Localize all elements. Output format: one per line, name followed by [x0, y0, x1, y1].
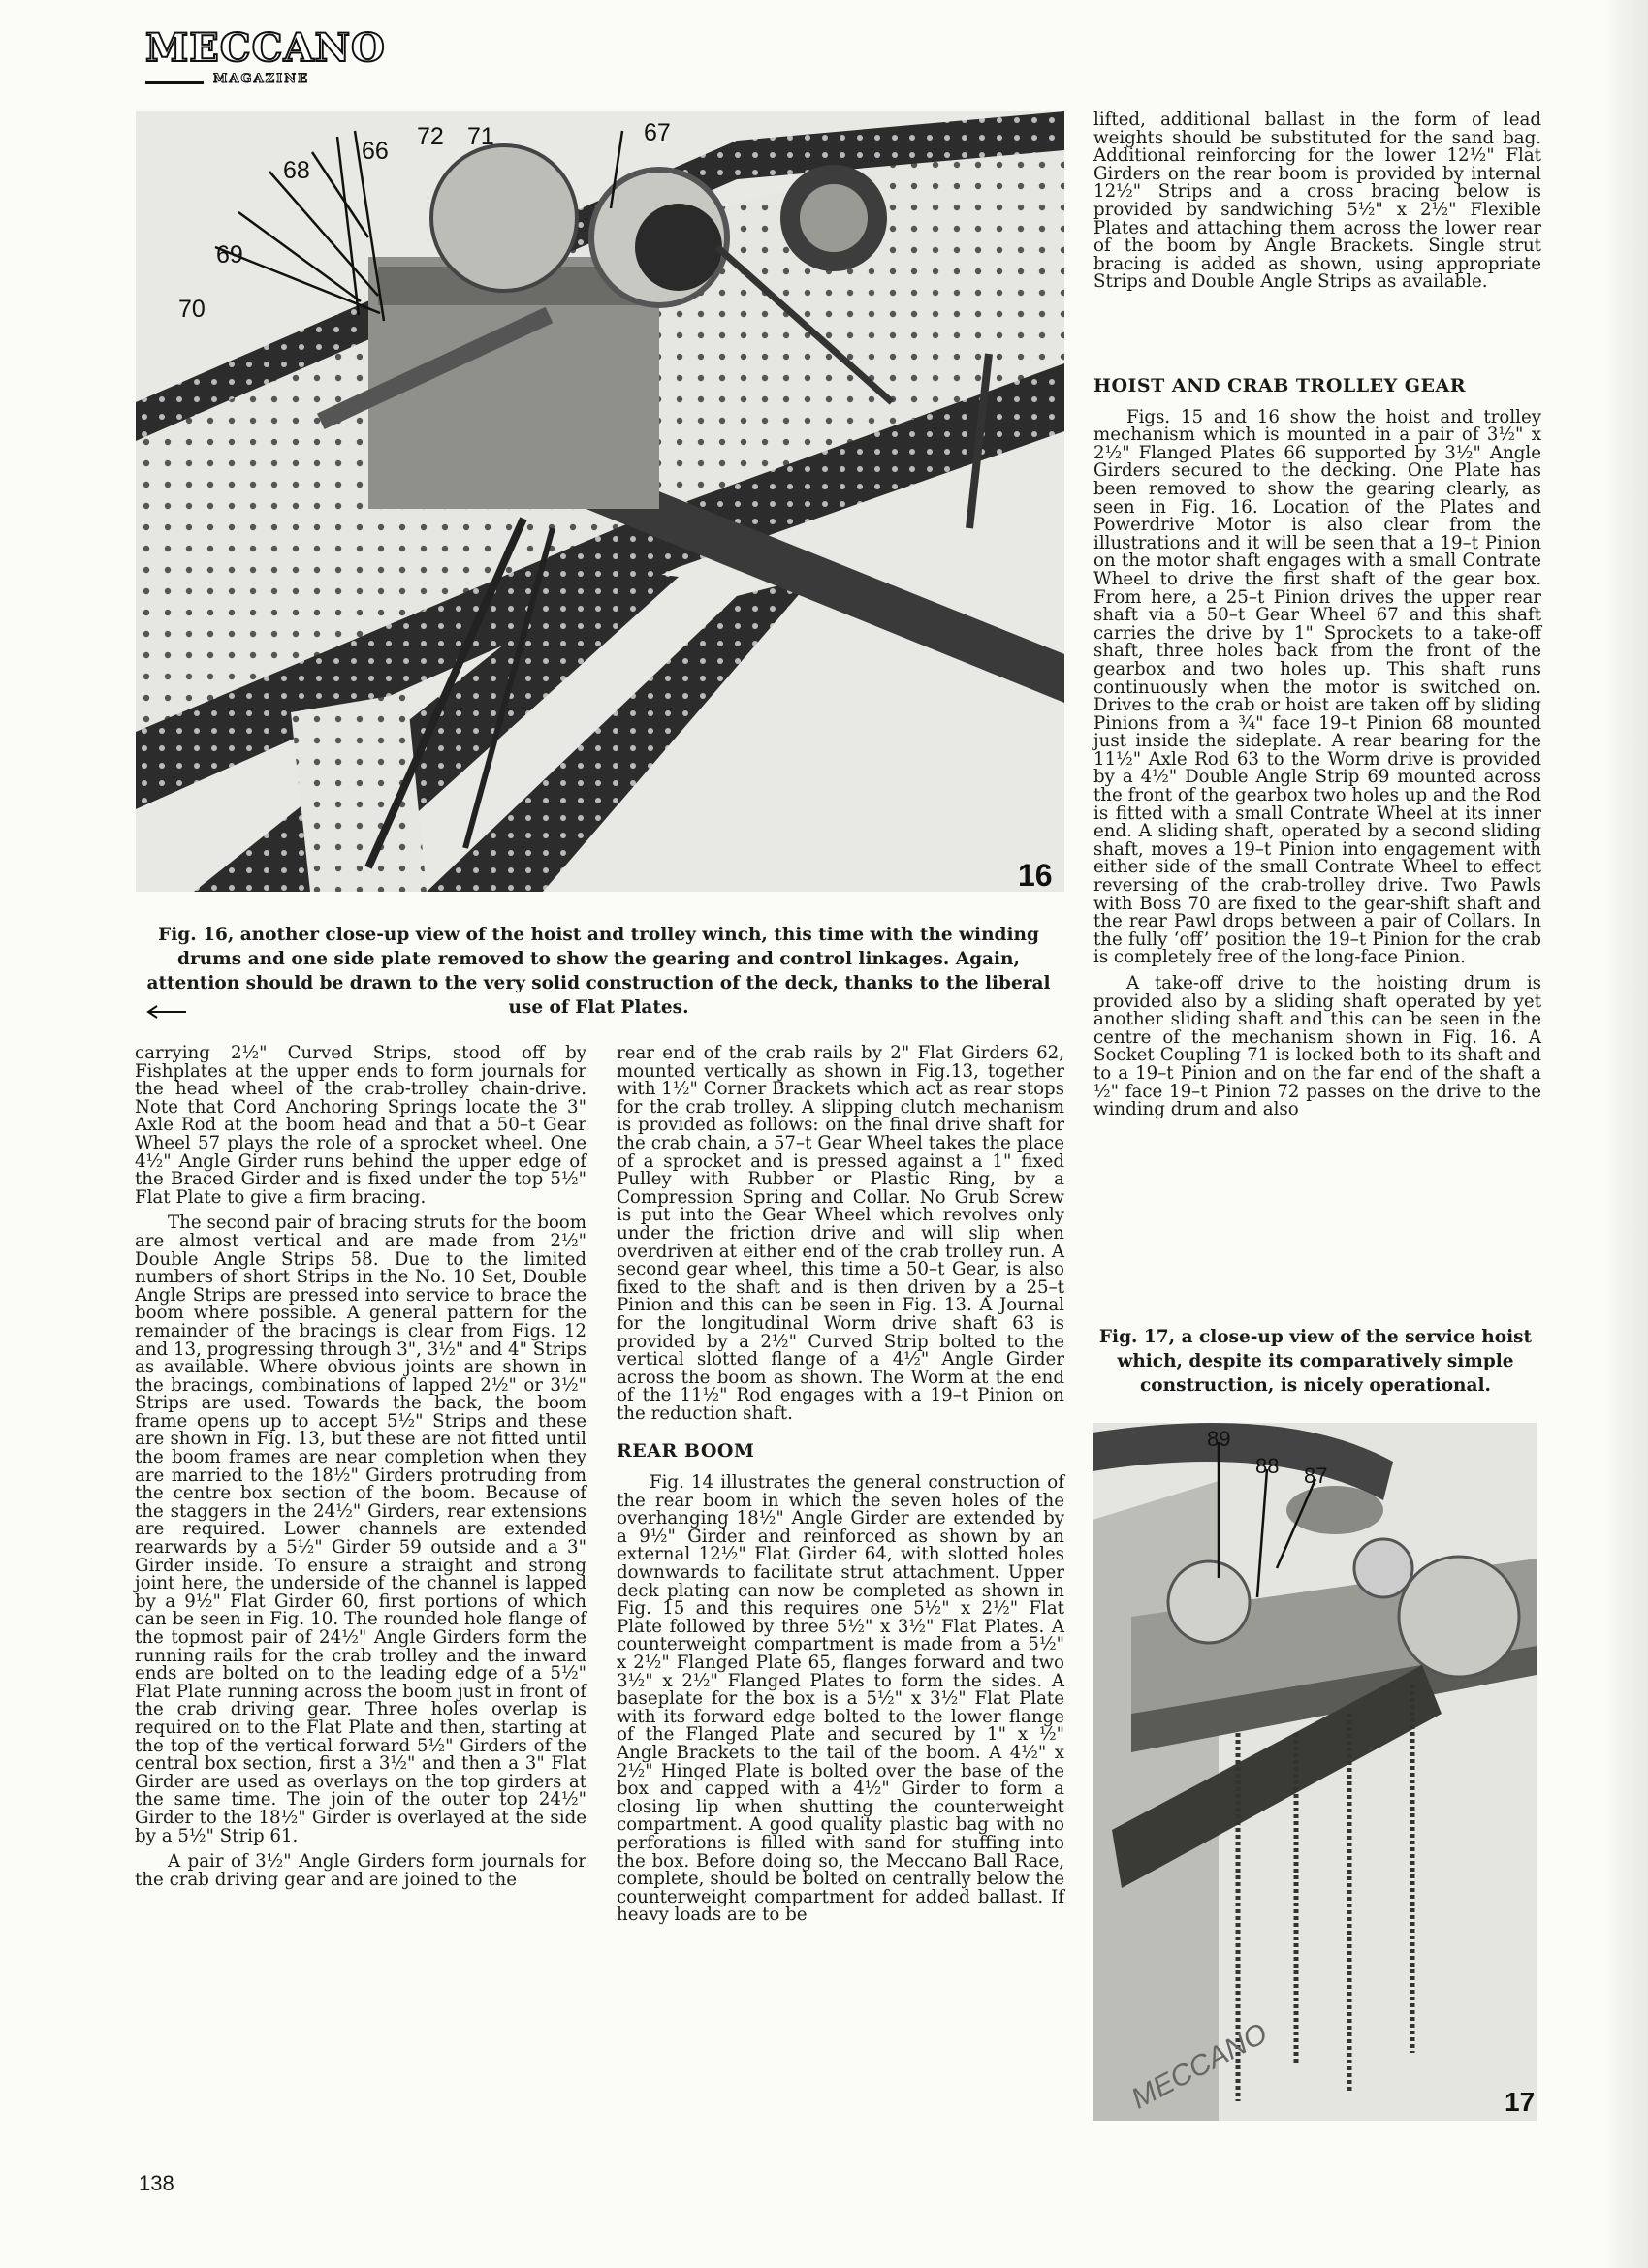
col2-paragraph-1: rear end of the crab rails by 2" Flat Girders 62, mounted vertically as shown in Fig.13, together with 1½" Corner Brackets which act as rear stops for the crab trolley. A slipping clutch mechanism is provided as follows: on the final drive shaft for the crab chain, a 57–t Gear Wheel takes the place of a sprocket and is pressed against a 1" fixed Pulley with Rubber or Plastic Ring, by a Compression Spring and Collar. No Grub Screw is put into the Gear Wheel which revolves only under the friction drive and will slip when overdriven at either end of the crab trolley run. A second gear wheel, this time a 50–t Gear, is also fixed to the shaft and is then driven by a 25–t Pinion and this can be seen in Fig. 13. A Journal for the longitudinal Worm drive shaft 63 is provided by a 2½" Curved Strip bolted to the vertical slotted flange of a 4½" Angle Girder across the boom as shown. The Worm at the end of the 11½" Rod engages with a 19–t Pinion on the reduction shaft. [617, 1043, 1064, 1424]
binding-edge [1604, 0, 1648, 2268]
callout-88: 88 [1255, 1454, 1280, 1478]
hoist-heading: HOIST AND CRAB TROLLEY GEAR [1093, 375, 1466, 396]
figure-17-photo [1093, 1423, 1537, 2121]
col3-paragraph-top: lifted, additional ballast in the form of lead weights should be substituted for the sand bag. Additional reinforcing for the lower 12½" Flat Girders on the rear boom is provided by internal 12½" Strips and a cross bracing below is provided by sandwiching 5½" x 2½" Flexible Plates and attaching them across the lower rear of the boom by Angle Brackets. Single strut bracing is added as shown, using appropriate Strips and Double Angle Strips as available. [1093, 110, 1541, 293]
column-3-top [1093, 111, 1541, 292]
callout-87: 87 [1304, 1464, 1328, 1488]
masthead-logo [145, 25, 386, 89]
figure-16-photo [136, 111, 1064, 892]
callout-72: 72 [417, 123, 444, 150]
masthead-subtitle: MAGAZINE [213, 72, 310, 86]
page-number: 138 [139, 2171, 174, 2195]
figure-16-caption: Fig. 16, another close-up view of the hoist and trolley winch, this time with the winding drums and one side plate removed to show the gearing and control linkages. Again, attention should be drawn to the very solid construction of the deck, thanks to the liberal use of Flat Plates. [146, 925, 1051, 1018]
callout-67: 67 [644, 119, 671, 146]
column-2 [617, 1045, 1064, 1925]
figure-17-number: 17 [1505, 2087, 1536, 2117]
callout-89: 89 [1207, 1427, 1231, 1451]
callout-68: 68 [283, 157, 310, 184]
col1-paragraph-3: A pair of 3½" Angle Girders form journals for the crab driving gear and are joined to the [135, 1851, 586, 1890]
figure-16-number: 16 [1018, 858, 1053, 892]
col1-paragraph-1: carrying 2½" Curved Strips, stood off by Fishplates at the upper ends to form journals for the head wheel of the crab-trolley chain-drive. Note that Cord Anchoring Springs locate the 3" Axle Rod at the boom head and that a 50–t Gear Wheel 57 plays the role of a sprocket wheel. One 4½" Angle Girder runs behind the upper edge of the Braced Girder and is fixed under the top 5½" Flat Plate to give a firm bracing. [135, 1043, 586, 1208]
rear-boom-heading: REAR BOOM [617, 1440, 755, 1463]
figure-16-illustration [136, 111, 1064, 892]
continuation-arrow-icon [145, 1005, 186, 1019]
col3-paragraph-2: A take-off drive to the hoisting drum is provided also by a sliding shaft operated by yet another sliding shaft and this can be seen in the centre of the mechanism shown in Fig. 16. A Socket Coupling 71 is locked both to its shaft and to a 19–t Pinion and on the far end of the shaft a ½" face 19–t Pinion 72 passes on the drive to the winding drum and also [1093, 973, 1541, 1120]
col1-paragraph-2: The second pair of bracing struts for the boom are almost vertical and are made from 2½" Double Angle Strips 58. Due to the limited numbers of short Strips in the No. 10 Set, Double Angle Strips are pressed into service to brace the boom where possible. A general pattern for the remainder of the bracings is clear from Figs. 12 and 13, progressing through 3", 3½" and 4" Strips as available. Where obvious joints are shown in the bracings, combinations of lapped 2½" or 3½" Strips are used. Towards the back, the boom frame opens up to accept 5½" Strips and these are shown in Fig. 13, but these are not fitted until the boom frames are near completion when they are married to the 18½" Girders protruding from the centre box section of the boom. Because of the staggers in the 24½" Girders, rear extensions are required. Lower channels are extended rearwards by a 5½" Girder 59 outside and a 3" Girder inside. To ensure a straight and strong joint here, the underside of the channel is lapped by a 9½" Flat Girder 60, first portions of which can be seen in Fig. 10. The rounded hole flange of the topmost pair of 24½" Angle Girders form the running rails for the crab trolley and the inward ends are bolted on to the leading edge of a 5½" Flat Plate running across the boom just in front of the crab driving gear. Three holes overlap is required on to the Flat Plate and then, starting at the top of the vertical forward 5½" Girders of the central box section, first a 3½" and then a 3" Flat Girder are used as overlays on the top girders at the same time. The join of the outer top 24½" Girder to the 18½" Girder is overlayed at the side by a 5½" Strip 61. [135, 1213, 587, 1846]
col3-paragraph-1: Figs. 15 and 16 show the hoist and trolley mechanism which is mounted in a pair of 3½" x 2½" Flanged Plates 66 supported by 3½" Angle Girders secured to the decking. One Plate has been removed to show the gearing clearly, as seen in Fig. 16. Location of the Plates and Powerdrive Motor is also clear from the illustrations and it will be seen that a 19–t Pinion on the motor shaft engages with a small Contrate Wheel to drive the first shaft of the gear box. From here, a 25–t Pinion drives the upper rear shaft via a 50–t Gear Wheel 67 and this shaft carries the drive by 1" Sprockets to a take-off shaft, three holes back from the front of the gearbox and two holes up. This shaft runs continuously when the motor is switched on. Drives to the crab or hoist are taken off by sliding Pinions from a ¾" face 19–t Pinion 68 mounted just inside the sideplate. A rear bearing for the 11½" Axle Rod 63 to the Worm drive is provided by a 4½" Double Angle Strip 69 mounted across the front of the gearbox two holes up and the Rod is fitted with a small Contrate Wheel at its inner end. A sliding shaft, operated by a second sliding shaft, moves a 19–t Pinion into engagement with either side of the small Contrate Wheel to effect reversing of the crab-trolley drive. Two Pawls with Boss 70 are fixed to the gear-shift shaft and the rear Pawl drops between a pair of Collars. In the fully ‘off’ position the 19–t Pinion for the crab is completely free of the long-face Pinion. [1093, 406, 1541, 968]
column-3-hoist-section [1093, 377, 1541, 1119]
callout-69: 69 [216, 241, 243, 268]
column-1 [135, 1045, 586, 1889]
masthead-rule [145, 81, 204, 84]
meccano-lettering-decal: MECCANO [1125, 2017, 1273, 2116]
callout-66: 66 [362, 138, 389, 165]
figure-17-illustration [1093, 1423, 1537, 2121]
callout-71: 71 [467, 123, 494, 150]
callout-70: 70 [178, 296, 206, 323]
figure-17-caption: Fig. 17, a close-up view of the service hoist which, despite its comparatively simple construction, is nicely operational. [1098, 1327, 1533, 1396]
col2-paragraph-2: Fig. 14 illustrates the general construction of the rear boom in which the seven holes of the overhanging 18½" Angle Girder are extended by a 9½" Girder and reinforced as shown by an external 12½" Flat Girder 64, with slotted holes downwards to facilitate strut attachment. Upper deck plating can now be completed as shown in Fig. 15 and this requires one 5½" x 2½" Flat Plate followed by three 5½" x 3½" Flat Plates. A counterweight compartment is made from a 5½" x 2½" Flanged Plate 65, flanges forward and two 3½" x 2½" Flanged Plates to form the sides. A baseplate for the box is a 5½" x 3½" Flat Plate with its forward edge bolted to the lower flange of the Flanged Plate and secured by 1" x ½" Angle Brackets to the tail of the boom. A 4½" x 2½" Hinged Plate is bolted over the base of the box and capped with a 4½" Girder to form a closing lip when shutting the counterweight compartment. A good quality plastic bag with no perforations is filled with sand for stuffing into the box. Before doing so, the Meccano Ball Race, complete, should be bolted on centrally below the counterweight compartment for added ballast. If heavy loads are to be [617, 1472, 1064, 1926]
masthead-title: MECCANO [145, 25, 386, 71]
